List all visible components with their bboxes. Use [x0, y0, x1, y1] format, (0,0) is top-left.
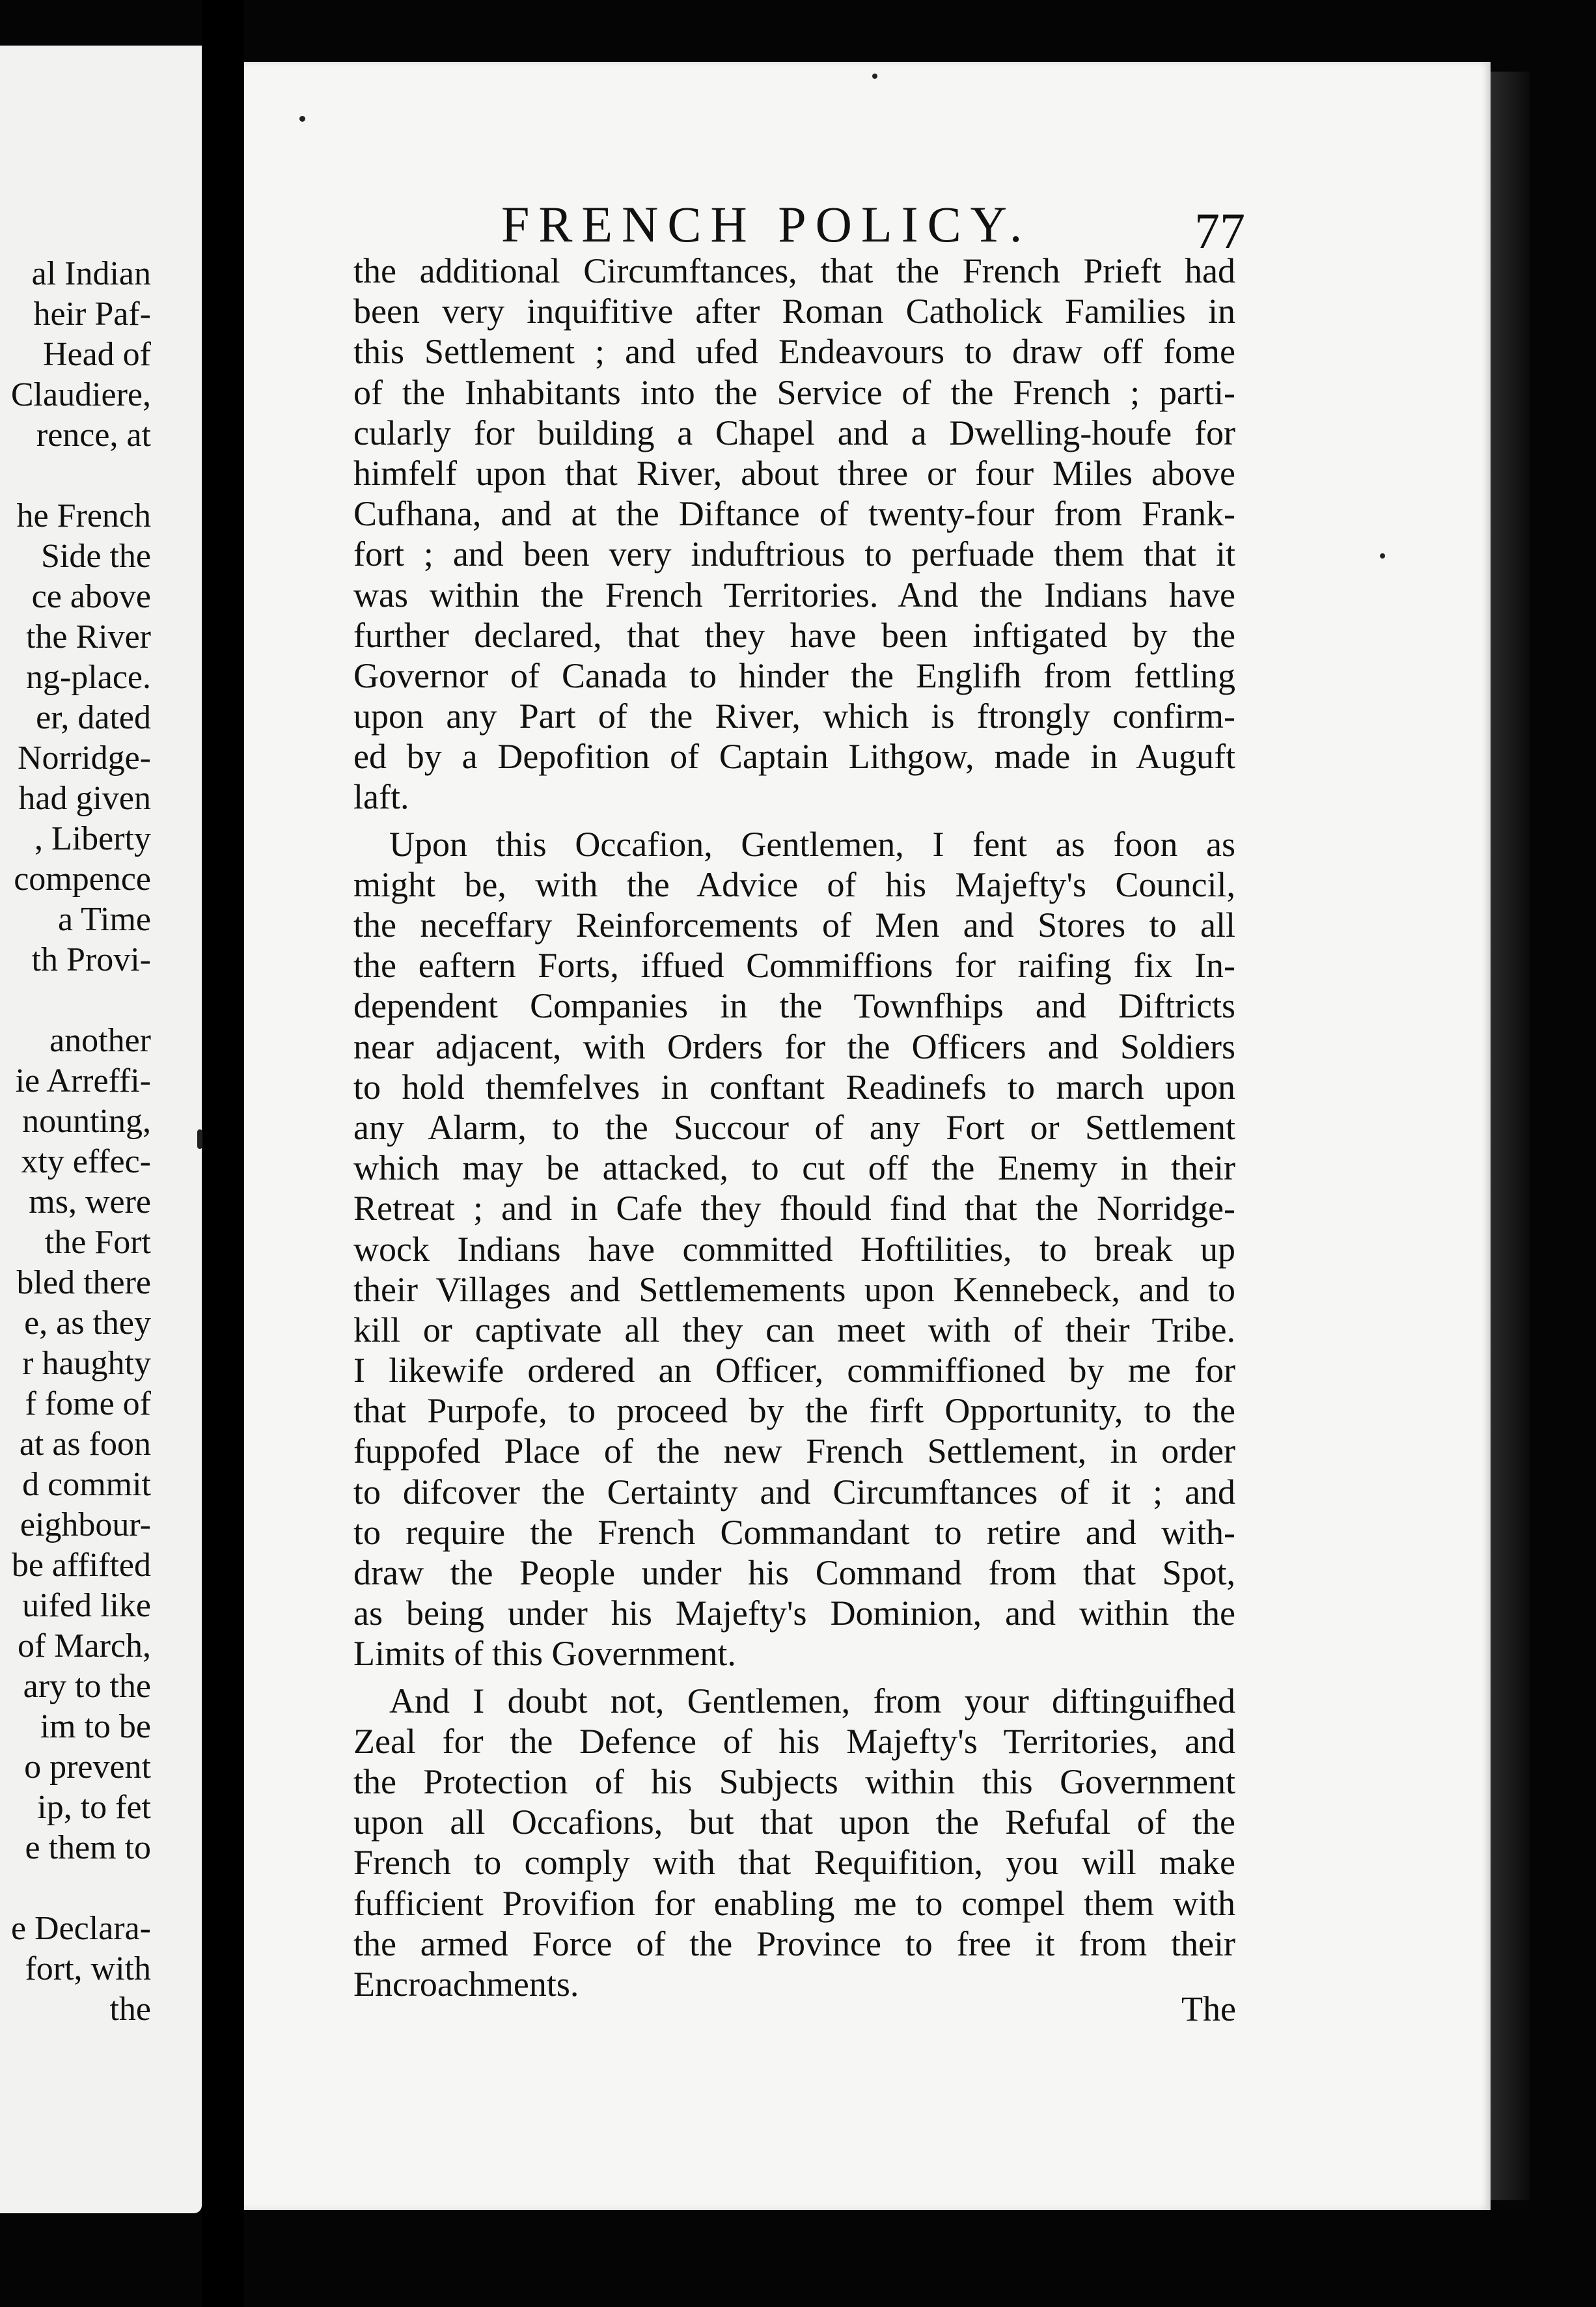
facing-page-line: be affifted	[11, 1547, 151, 1584]
facing-page-text	[0, 254, 202, 2030]
text-line: himfelf upon that River, about three or four Miles above	[353, 453, 1235, 493]
text-line: the eaftern Forts, iffued Commiffions for raifing fix In-	[353, 946, 1235, 986]
facing-page-line: f fome of	[25, 1385, 151, 1422]
facing-page-gap	[0, 456, 202, 496]
facing-page-line: ce above	[31, 578, 151, 615]
text-line: Governor of Canada to hinder the Englifh from fettling	[353, 656, 1235, 695]
facing-page-line: e, as they	[24, 1305, 151, 1342]
facing-page-left	[0, 46, 202, 2213]
text-line: And I doubt not, Gentlemen, from your diftinguifhed	[389, 1681, 1235, 1720]
text-line: fufficient Provifion for enabling me to compel them with	[353, 1883, 1235, 1923]
facing-page-line: al Indian	[31, 255, 151, 292]
text-line: any Alarm, to the Succour of any Fort or Settlement	[353, 1107, 1235, 1147]
text-line: French to comply with that Requifition, you will make	[353, 1843, 1235, 1883]
facing-page-line: eighbour-	[20, 1506, 151, 1543]
facing-page-line: im to be	[40, 1708, 151, 1745]
page-edge-shadow	[1491, 72, 1530, 2200]
text-line: ed by a Depofition of Captain Lithgow, made in Auguft	[353, 737, 1235, 777]
text-line: near adjacent, with Orders for the Officers and Soldiers	[353, 1027, 1235, 1066]
facing-page-line: ms, were	[29, 1183, 151, 1221]
text-line: cularly for building a Chapel and a Dwelling-houfe for	[353, 413, 1235, 452]
text-line: draw the People under his Command from that Spot,	[353, 1553, 1235, 1592]
text-line: the armed Force of the Province to free it from their	[353, 1924, 1235, 1963]
text-line: that Purpofe, to proceed by the firft Opportunity, to the	[353, 1391, 1235, 1431]
facing-page-line: ip, to fet	[37, 1789, 151, 1826]
text-line: the additional Circumftances, that the French Prieft had	[353, 251, 1235, 290]
ink-speck	[872, 74, 877, 79]
text-line: fort ; and been very induftrious to perfuade them that it	[353, 534, 1235, 574]
facing-page-line: ie Arreffi-	[15, 1062, 151, 1099]
text-line: might be, with the Advice of his Majefty's Council,	[353, 864, 1235, 904]
facing-page-line: the Fort	[44, 1224, 151, 1261]
text-line: Retreat ; and in Cafe they fhould find that the Norridge-	[353, 1189, 1235, 1228]
facing-page-line: a Time	[57, 901, 151, 938]
facing-page-line: of March,	[17, 1627, 151, 1665]
facing-page-line: the	[109, 1991, 151, 2028]
facing-page-line: Head of	[42, 336, 151, 373]
facing-page-line: e them to	[25, 1829, 151, 1866]
text-line: wock Indians have committed Hoftilities, to break up	[353, 1229, 1235, 1269]
catchword: The	[1181, 1989, 1236, 2028]
text-line: fuppofed Place of the new French Settlement, in order	[353, 1431, 1235, 1471]
text-line: the neceffary Reinforcements of Men and Stores to all	[353, 905, 1235, 945]
text-line: I likewife ordered an Officer, commiffioned by me for	[353, 1351, 1235, 1390]
page-number: 77	[1194, 202, 1245, 259]
text-line: upon any Part of the River, which is ftrongly confirm-	[353, 697, 1235, 736]
facing-page-line: uifed like	[22, 1587, 151, 1624]
text-line: further declared, that they have been inftigated by the	[353, 615, 1235, 655]
facing-page-line: er, dated	[36, 699, 151, 736]
facing-page-line: another	[49, 1022, 151, 1059]
text-line: this Settlement ; and ufed Endeavours to draw off fome	[353, 332, 1235, 372]
facing-page-gap	[0, 980, 202, 1021]
text-line: been very inquifitive after Roman Catholick Families in	[353, 292, 1235, 331]
facing-page-line: d commit	[22, 1466, 151, 1503]
facing-page-line: Side the	[41, 538, 151, 575]
text-line: dependent Companies in the Townfhips and Diftricts	[353, 986, 1235, 1026]
facing-page-line: , Liberty	[34, 820, 151, 857]
page-header	[244, 189, 1491, 260]
text-line: was within the French Territories. And the Indians have	[353, 575, 1235, 615]
paragraph-gap	[353, 818, 1235, 824]
text-line: laft.	[353, 777, 409, 817]
facing-page-line: xty effec-	[21, 1143, 151, 1180]
body-text	[353, 251, 1235, 2004]
facing-page-line: heir Paf-	[33, 296, 151, 333]
text-line: Cufhana, and at the Diftance of twenty-four from Frank-	[353, 494, 1235, 534]
text-line: Limits of this Government.	[353, 1634, 736, 1674]
text-line: to require the French Commandant to retire and with-	[353, 1512, 1235, 1552]
text-line: Upon this Occafion, Gentlemen, I fent as foon as	[389, 824, 1235, 864]
text-line: which may be attacked, to cut off the Enemy in their	[353, 1148, 1235, 1188]
facing-page-line: had given	[18, 780, 151, 817]
text-line: as being under his Majefty's Dominion, and within the	[353, 1594, 1235, 1633]
book-page	[244, 62, 1491, 2210]
facing-page-gap	[0, 1868, 202, 1909]
text-line: kill or captivate all they can meet with of their Tribe.	[353, 1310, 1235, 1349]
facing-page-line: rence, at	[36, 417, 151, 454]
facing-page-line: Claudiere,	[10, 376, 151, 413]
text-line: Encroachments.	[353, 1964, 579, 2004]
facing-page-line: he French	[16, 497, 151, 534]
facing-page-line: ary to the	[23, 1668, 151, 1705]
facing-page-line: at as foon	[19, 1426, 151, 1463]
facing-page-line: r haughty	[22, 1345, 151, 1382]
facing-page-line: Norridge-	[17, 739, 151, 777]
text-line: to difcover the Certainty and Circumftances of it ; and	[353, 1472, 1235, 1512]
ink-speck	[299, 116, 305, 122]
facing-page-line: e Declara-	[10, 1910, 151, 1947]
text-line: Zeal for the Defence of his Majefty's Territories, and	[353, 1721, 1235, 1761]
text-line: to hold themfelves in conftant Readinefs to march upon	[353, 1067, 1235, 1107]
facing-page-line: o prevent	[24, 1748, 151, 1786]
facing-page-line: bled there	[16, 1264, 151, 1301]
facing-page-line: ng-place.	[25, 659, 151, 696]
facing-page-line: nounting,	[22, 1103, 151, 1140]
text-line: the Protection of his Subjects within this Government	[353, 1761, 1235, 1801]
ink-speck	[1380, 553, 1385, 559]
text-line: of the Inhabitants into the Service of the French ; parti-	[353, 372, 1235, 412]
book-spine	[202, 0, 244, 2307]
text-line: upon all Occafions, but that upon the Refufal of the	[353, 1803, 1235, 1842]
facing-page-line: the River	[25, 618, 151, 656]
text-line: their Villages and Settlemements upon Kennebeck, and to	[353, 1269, 1235, 1309]
facing-page-line: fort, with	[25, 1950, 151, 1987]
ink-speck	[197, 1129, 202, 1149]
facing-page-line: th Provi-	[31, 941, 151, 978]
facing-page-line: compence	[14, 861, 151, 898]
running-title: FRENCH POLICY.	[501, 196, 1032, 253]
paragraph-gap	[353, 1674, 1235, 1681]
